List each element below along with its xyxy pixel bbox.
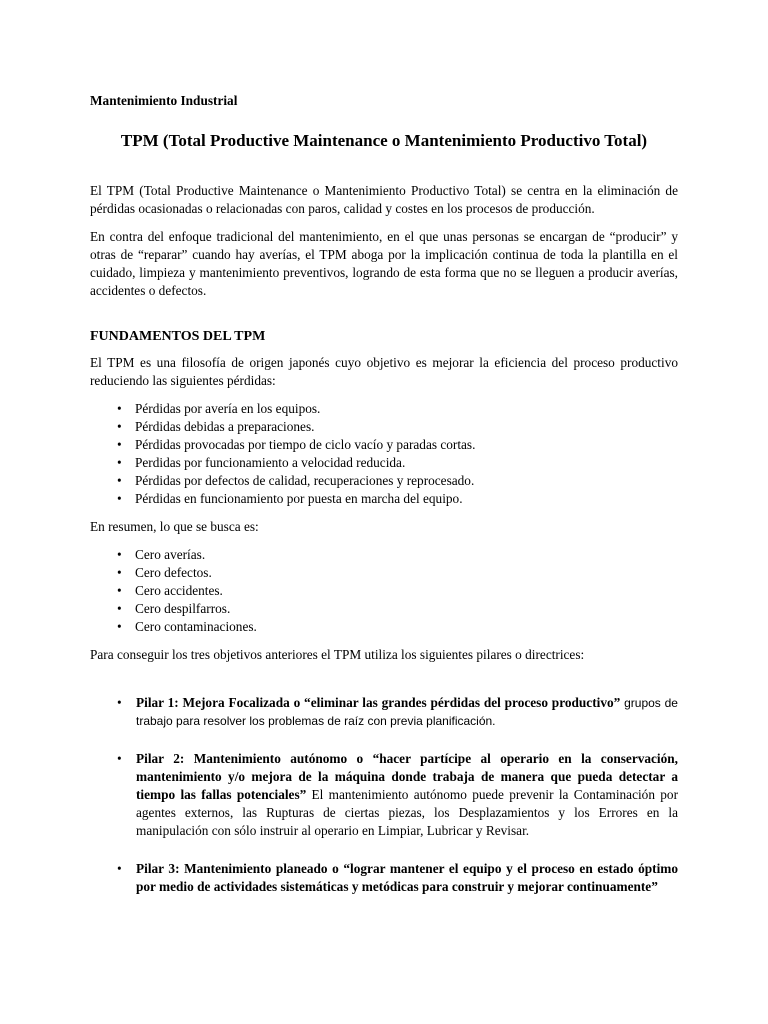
- pilares-list: [90, 694, 678, 896]
- list-item: • Pérdidas por defectos de calidad, recuperaciones y reprocesado.: [117, 472, 678, 490]
- pilar-description: grupos de trabajo para resolver los problemas de raíz con previa planificación.: [136, 696, 678, 728]
- list-item: • Pérdidas debidas a preparaciones.: [117, 418, 678, 436]
- list-item: • Cero despilfarros.: [117, 600, 678, 618]
- document-title: TPM (Total Productive Maintenance o Mantenimiento Productivo Total): [120, 131, 648, 150]
- pilar-description: El mantenimiento autónomo puede prevenir la Contaminación por agentes externos, las Rupturas de ciertas piezas, los Desplazamientos y los Errores en la manipulación con sólo instruir al operario en Limpiar, Lubricar y Revisar.: [136, 787, 678, 838]
- resumen-paragraph: En resumen, lo que se busca es:: [90, 519, 259, 534]
- list-item: • Cero contaminaciones.: [117, 618, 678, 636]
- pilar-item: [117, 860, 678, 896]
- intro-paragraph: En contra del enfoque tradicional del mantenimiento, en el que unas personas se encargan de “producir” y otras de “reparar” cuando hay averías, el TPM aboga por la implicación continua de toda la plantilla en el cuidado, limpieza y mantenimiento preventivos, logrando de esta forma que no se lleguen a producir averías, accidentes o defectos.: [90, 229, 678, 298]
- list-item: • Pérdidas en funcionamiento por puesta en marcha del equipo.: [117, 490, 678, 508]
- list-item: • Pérdidas provocadas por tiempo de ciclo vacío y paradas cortas.: [117, 436, 678, 454]
- document-page: [90, 92, 678, 916]
- section-heading: FUNDAMENTOS DEL TPM: [90, 329, 266, 344]
- document-header: Mantenimiento Industrial: [90, 93, 238, 108]
- list-item: • Perdidas por funcionamiento a velocidad reducida.: [117, 454, 678, 472]
- perdidas-list: [90, 400, 678, 508]
- pilar-item: [117, 694, 678, 730]
- pilar-item: [117, 750, 678, 840]
- list-item: • Pérdidas por avería en los equipos.: [117, 400, 678, 418]
- list-item: • Cero averías.: [117, 546, 678, 564]
- objetivos-list: [90, 546, 678, 636]
- pilares-intro: Para conseguir los tres objetivos anteriores el TPM utiliza los siguientes pilares o directrices:: [90, 647, 585, 662]
- list-item: • Cero accidentes.: [117, 582, 678, 600]
- fundamentos-paragraph: El TPM es una filosofía de origen japonés cuyo objetivo es mejorar la eficiencia del proceso productivo reduciendo las siguientes pérdidas:: [90, 355, 678, 388]
- pilar-title: Pilar 1: Mejora Focalizada o “eliminar las grandes pérdidas del proceso productivo”: [136, 695, 621, 710]
- list-item: • Cero defectos.: [117, 564, 678, 582]
- pilar-title: Pilar 2: Mantenimiento autónomo o “hacer partícipe al operario en la conservación, mantenimiento y/o mejora de la máquina donde trabaja de manera que pueda detectar a tiempo las fallas potenciales”: [136, 751, 678, 802]
- pilar-title: Pilar 3: Mantenimiento planeado o “lograr mantener el equipo y el proceso en estado óptimo por medio de actividades sistemáticas y metódicas para construir y mejorar continuamente”: [136, 861, 678, 894]
- intro-paragraph: El TPM (Total Productive Maintenance o Mantenimiento Productivo Total) se centra en la eliminación de pérdidas ocasionadas o relacionadas con paros, calidad y costes en los procesos de producción.: [90, 183, 678, 216]
